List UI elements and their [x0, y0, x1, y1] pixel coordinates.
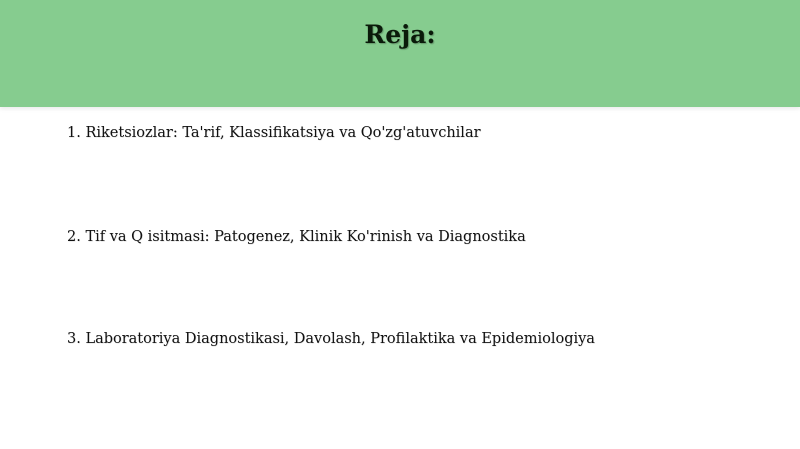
agenda-item-1: 1. Riketsiozlar: Ta'rif, Klassifikatsiya va Qo'zg'atuvchilar — [67, 125, 481, 141]
slide-title: Reja: — [364, 20, 436, 49]
header-band — [0, 0, 800, 107]
agenda-item-3: 3. Laboratoriya Diagnostikasi, Davolash, Profilaktika va Epidemiologiya — [67, 331, 595, 347]
agenda-item-2: 2. Tif va Q isitmasi: Patogenez, Klinik Ko'rinish va Diagnostika — [67, 229, 526, 245]
